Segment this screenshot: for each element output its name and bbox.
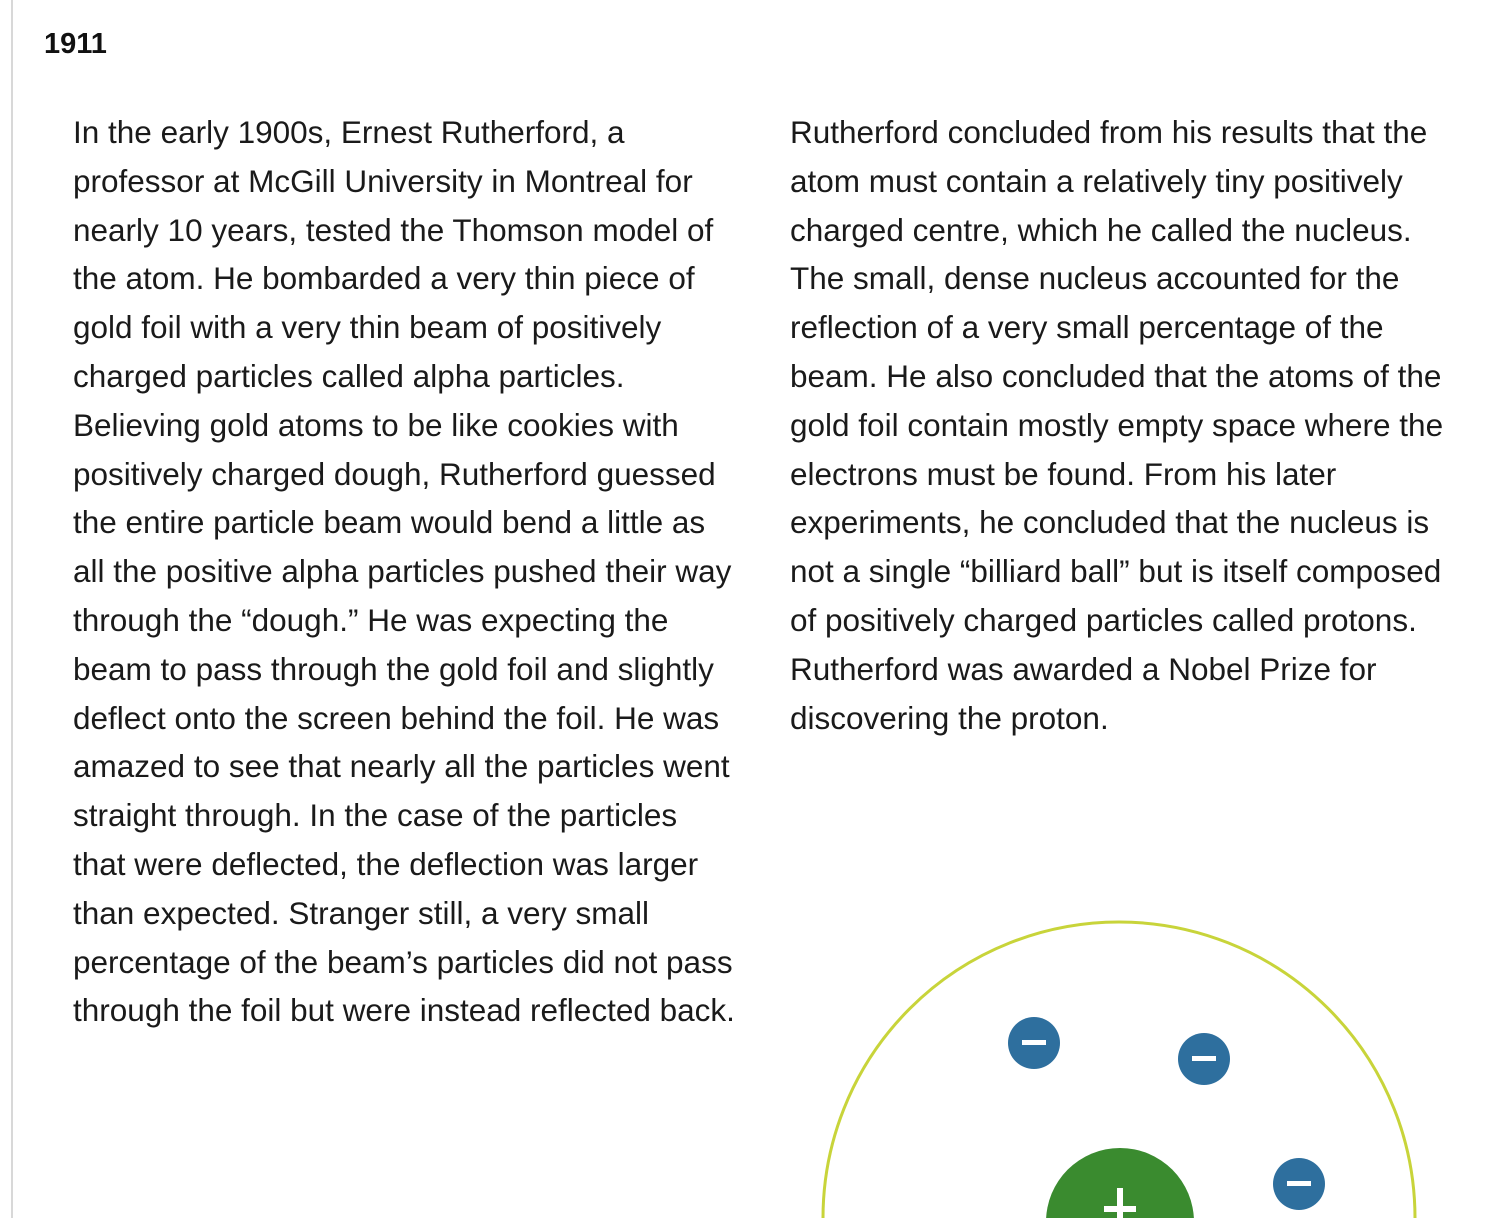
right-column-paragraph: Rutherford concluded from his results that the atom must contain a relatively tiny positively charged centre, which he called the nucleus. The small, dense nucleus accounted for the reflection of a very small percentage of the beam. He also concluded that the atoms of the gold foil contain mostly empty space where the electrons must be found. From his later experiments, he concluded that the nucleus is not a single “billiard ball” but is itself composed of positively charged particles called protons. Rutherford was awarded a Nobel Prize for discovering the proton. [790,114,1444,736]
electron-icon [1178,1033,1230,1085]
electron-icon [1273,1158,1325,1210]
nucleus-icon [1046,1148,1194,1218]
left-column-paragraph: In the early 1900s, Ernest Rutherford, a professor at McGill University in Montreal for nearly 10 years, tested the Thomson model of the atom. He bombarded a very thin piece of gold foil with a very thin beam of positively charged particles called alpha particles. Believing gold atoms to be like cookies with positively charged dough, Rutherford guessed the entire particle beam would bend a little as all the positive alpha particles pushed their way through the “dough.” He was expecting the beam to pass through the gold foil and slightly deflect onto the screen behind the foil. He was amazed to see that nearly all the particles went straight through. In the case of the particles that were deflected, the deflection was larger than expected. Stranger still, a very small percentage of the beam’s particles did not pass through the foil but were instead reflected back. [73,114,735,1029]
atom-diagram-svg [800,900,1450,1218]
left-border-rule [11,0,13,1218]
rutherford-atom-diagram [800,900,1450,1218]
electron-icon [1008,1017,1060,1069]
section-year-heading: 1911 [44,28,107,60]
